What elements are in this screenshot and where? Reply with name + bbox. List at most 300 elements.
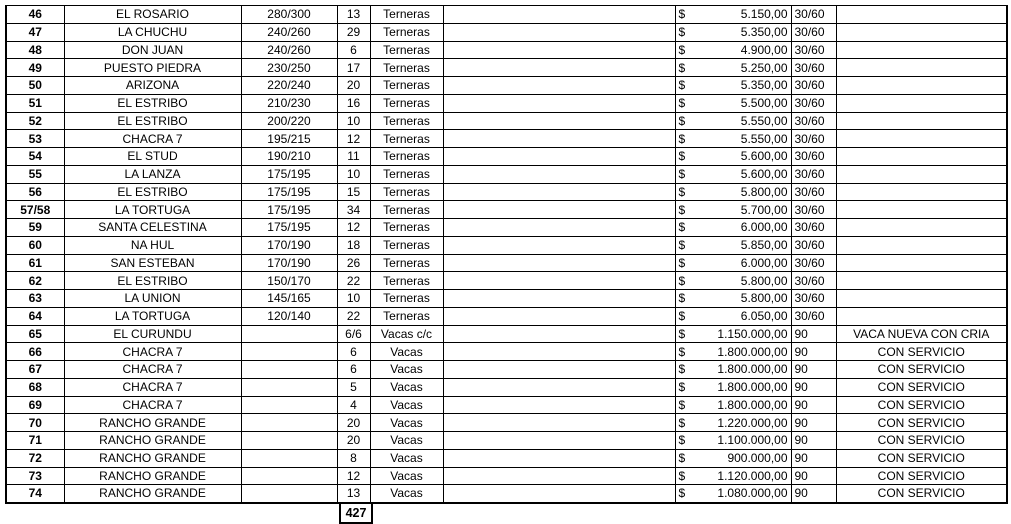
price-amount: 5.700,00 [740,202,788,217]
category-cell: Terneras [370,148,443,166]
blank-cell [443,414,675,432]
payment-term-cell: 30/60 [791,130,836,148]
establishment-cell: EL ESTRIBO [64,112,241,130]
category-cell: Terneras [370,23,443,41]
category-cell: Terneras [370,272,443,290]
head-count-cell: 17 [337,59,370,77]
price-amount: 1.080.000,00 [717,486,788,501]
price-amount: 5.250,00 [740,60,788,75]
head-count-cell: 12 [337,130,370,148]
lot-number-cell: 60 [6,236,64,254]
price-amount: 5.600,00 [740,149,788,164]
category-cell: Vacas c/c [370,325,443,343]
category-cell: Terneras [370,307,443,325]
head-count-cell: 20 [337,414,370,432]
table-row [6,467,1007,485]
table-row [6,325,1007,343]
price-amount: 1.150.000,00 [717,326,788,341]
payment-term-cell: 30/60 [791,307,836,325]
establishment-cell: RANCHO GRANDE [64,432,241,450]
establishment-cell: NA HUL [64,236,241,254]
establishment-cell: EL ROSARIO [64,6,241,24]
category-cell: Terneras [370,77,443,95]
establishment-cell: LA LANZA [64,165,241,183]
weight-range-cell: 170/190 [241,236,337,254]
total-quantity-cell: 427 [339,502,373,524]
price-amount: 1.800.000,00 [717,344,788,359]
note-cell [836,112,1007,130]
currency-symbol: $ [678,78,686,93]
blank-cell [443,236,675,254]
table-row [6,94,1007,112]
table-row [6,201,1007,219]
table-row [6,361,1007,379]
price-cell [675,165,791,183]
weight-range-cell: 210/230 [241,94,337,112]
weight-range-cell: 280/300 [241,6,337,24]
table-row [6,219,1007,237]
note-cell [836,254,1007,272]
weight-range-cell: 220/240 [241,77,337,95]
lot-number-cell: 46 [6,6,64,24]
price-cell [675,396,791,414]
payment-term-cell: 90 [791,467,836,485]
currency-symbol: $ [678,60,686,75]
price-cell [675,23,791,41]
payment-term-cell: 30/60 [791,77,836,95]
price-amount: 5.500,00 [740,96,788,111]
table-row [6,343,1007,361]
note-cell [836,130,1007,148]
lot-number-cell: 54 [6,148,64,166]
currency-symbol: $ [678,255,686,270]
blank-cell [443,6,675,24]
blank-cell [443,94,675,112]
price-amount: 1.800.000,00 [717,362,788,377]
weight-range-cell [241,325,337,343]
head-count-cell: 6 [337,343,370,361]
note-cell [836,236,1007,254]
currency-symbol: $ [678,468,686,483]
lot-number-cell: 68 [6,378,64,396]
weight-range-cell: 175/195 [241,201,337,219]
payment-term-cell: 30/60 [791,236,836,254]
payment-term-cell: 30/60 [791,272,836,290]
blank-cell [443,432,675,450]
price-amount: 5.350,00 [740,78,788,93]
blank-cell [443,467,675,485]
payment-term-cell: 90 [791,325,836,343]
establishment-cell: EL ESTRIBO [64,94,241,112]
lot-number-cell: 74 [6,485,64,503]
currency-symbol: $ [678,451,686,466]
table-row [6,112,1007,130]
payment-term-cell: 90 [791,378,836,396]
note-cell: CON SERVICIO [836,396,1007,414]
price-cell [675,467,791,485]
price-amount: 1.120.000,00 [717,468,788,483]
note-cell [836,201,1007,219]
price-cell [675,59,791,77]
price-cell [675,361,791,379]
head-count-cell: 12 [337,467,370,485]
lot-number-cell: 49 [6,59,64,77]
currency-symbol: $ [678,326,686,341]
price-cell [675,112,791,130]
lot-number-cell: 48 [6,41,64,59]
price-amount: 5.350,00 [740,25,788,40]
price-cell [675,201,791,219]
blank-cell [443,343,675,361]
currency-symbol: $ [678,96,686,111]
head-count-cell: 5 [337,378,370,396]
category-cell: Terneras [370,201,443,219]
blank-cell [443,148,675,166]
establishment-cell: EL ESTRIBO [64,272,241,290]
currency-symbol: $ [678,42,686,57]
category-cell: Terneras [370,94,443,112]
category-cell: Terneras [370,59,443,77]
establishment-cell: LA TORTUGA [64,307,241,325]
blank-cell [443,378,675,396]
price-cell [675,77,791,95]
head-count-cell: 6/6 [337,325,370,343]
price-amount: 5.800,00 [740,273,788,288]
note-cell: CON SERVICIO [836,343,1007,361]
lot-number-cell: 51 [6,94,64,112]
category-cell: Terneras [370,41,443,59]
establishment-cell: ARIZONA [64,77,241,95]
price-amount: 900.000,00 [727,451,788,466]
weight-range-cell [241,467,337,485]
weight-range-cell: 145/165 [241,290,337,308]
price-cell [675,307,791,325]
payment-term-cell: 30/60 [791,59,836,77]
category-cell: Vacas [370,432,443,450]
blank-cell [443,254,675,272]
currency-symbol: $ [678,149,686,164]
category-cell: Terneras [370,6,443,24]
currency-symbol: $ [678,273,686,288]
price-cell [675,272,791,290]
blank-cell [443,59,675,77]
blank-cell [443,449,675,467]
category-cell: Vacas [370,343,443,361]
head-count-cell: 6 [337,361,370,379]
price-cell [675,183,791,201]
currency-symbol: $ [678,486,686,501]
payment-term-cell: 90 [791,343,836,361]
establishment-cell: CHACRA 7 [64,130,241,148]
lot-table-body [6,6,1007,503]
table-row [6,23,1007,41]
category-cell: Vacas [370,378,443,396]
price-amount: 6.050,00 [740,309,788,324]
table-row [6,41,1007,59]
weight-range-cell: 170/190 [241,254,337,272]
head-count-cell: 10 [337,290,370,308]
lot-number-cell: 67 [6,361,64,379]
weight-range-cell [241,378,337,396]
currency-symbol: $ [678,344,686,359]
weight-range-cell: 240/260 [241,23,337,41]
currency-symbol: $ [678,184,686,199]
category-cell: Terneras [370,254,443,272]
blank-cell [443,77,675,95]
establishment-cell: EL STUD [64,148,241,166]
weight-range-cell [241,449,337,467]
currency-symbol: $ [678,25,686,40]
establishment-cell: RANCHO GRANDE [64,485,241,503]
establishment-cell: SANTA CELESTINA [64,219,241,237]
table-row [6,77,1007,95]
blank-cell [443,130,675,148]
weight-range-cell: 175/195 [241,183,337,201]
table-row [6,6,1007,24]
price-cell [675,432,791,450]
table-row [6,290,1007,308]
head-count-cell: 13 [337,485,370,503]
price-amount: 5.550,00 [740,131,788,146]
weight-range-cell: 230/250 [241,59,337,77]
currency-symbol: $ [678,291,686,306]
weight-range-cell: 120/140 [241,307,337,325]
price-cell [675,148,791,166]
price-cell [675,378,791,396]
category-cell: Vacas [370,449,443,467]
currency-symbol: $ [678,7,686,22]
note-cell [836,165,1007,183]
lot-number-cell: 72 [6,449,64,467]
note-cell [836,148,1007,166]
lot-number-cell: 61 [6,254,64,272]
lot-number-cell: 52 [6,112,64,130]
establishment-cell: LA TORTUGA [64,201,241,219]
currency-symbol: $ [678,380,686,395]
price-cell [675,6,791,24]
category-cell: Vacas [370,467,443,485]
currency-symbol: $ [678,167,686,182]
table-row [6,378,1007,396]
weight-range-cell: 190/210 [241,148,337,166]
note-cell [836,272,1007,290]
weight-range-cell: 195/215 [241,130,337,148]
payment-term-cell: 30/60 [791,219,836,237]
note-cell: VACA NUEVA CON CRIA [836,325,1007,343]
head-count-cell: 4 [337,396,370,414]
weight-range-cell: 175/195 [241,165,337,183]
price-cell [675,130,791,148]
table-row [6,414,1007,432]
head-count-cell: 12 [337,219,370,237]
table-row [6,130,1007,148]
head-count-cell: 8 [337,449,370,467]
price-amount: 6.000,00 [740,220,788,235]
table-row [6,485,1007,503]
weight-range-cell [241,485,337,503]
establishment-cell: LA UNION [64,290,241,308]
table-row [6,449,1007,467]
head-count-cell: 22 [337,272,370,290]
price-amount: 5.800,00 [740,184,788,199]
blank-cell [443,325,675,343]
category-cell: Terneras [370,236,443,254]
payment-term-cell: 30/60 [791,23,836,41]
payment-term-cell: 30/60 [791,148,836,166]
head-count-cell: 26 [337,254,370,272]
head-count-cell: 34 [337,201,370,219]
price-amount: 5.800,00 [740,291,788,306]
weight-range-cell [241,361,337,379]
establishment-cell: CHACRA 7 [64,378,241,396]
head-count-cell: 6 [337,41,370,59]
establishment-cell: RANCHO GRANDE [64,449,241,467]
lot-number-cell: 53 [6,130,64,148]
note-cell [836,59,1007,77]
payment-term-cell: 90 [791,396,836,414]
price-amount: 5.600,00 [740,167,788,182]
lot-number-cell: 56 [6,183,64,201]
lot-number-cell: 65 [6,325,64,343]
blank-cell [443,485,675,503]
table-row [6,59,1007,77]
establishment-cell: LA CHUCHU [64,23,241,41]
establishment-cell: RANCHO GRANDE [64,414,241,432]
establishment-cell: CHACRA 7 [64,396,241,414]
note-cell [836,23,1007,41]
head-count-cell: 16 [337,94,370,112]
table-row [6,236,1007,254]
blank-cell [443,396,675,414]
currency-symbol: $ [678,362,686,377]
head-count-cell: 20 [337,77,370,95]
lot-number-cell: 73 [6,467,64,485]
price-cell [675,414,791,432]
head-count-cell: 10 [337,112,370,130]
payment-term-cell: 30/60 [791,183,836,201]
lot-number-cell: 70 [6,414,64,432]
lot-number-cell: 50 [6,77,64,95]
blank-cell [443,23,675,41]
note-cell [836,219,1007,237]
price-cell [675,236,791,254]
price-amount: 1.800.000,00 [717,380,788,395]
weight-range-cell [241,414,337,432]
establishment-cell: CHACRA 7 [64,343,241,361]
lot-number-cell: 59 [6,219,64,237]
price-amount: 1.100.000,00 [717,433,788,448]
establishment-cell: RANCHO GRANDE [64,467,241,485]
note-cell: CON SERVICIO [836,449,1007,467]
payment-term-cell: 90 [791,414,836,432]
payment-term-cell: 30/60 [791,165,836,183]
table-row [6,183,1007,201]
payment-term-cell: 30/60 [791,290,836,308]
payment-term-cell: 30/60 [791,254,836,272]
lot-number-cell: 57/58 [6,201,64,219]
head-count-cell: 10 [337,165,370,183]
establishment-cell: EL ESTRIBO [64,183,241,201]
weight-range-cell [241,343,337,361]
table-row [6,432,1007,450]
lot-number-cell: 63 [6,290,64,308]
category-cell: Terneras [370,290,443,308]
price-amount: 6.000,00 [740,255,788,270]
blank-cell [443,361,675,379]
weight-range-cell: 175/195 [241,219,337,237]
blank-cell [443,307,675,325]
category-cell: Vacas [370,396,443,414]
note-cell [836,94,1007,112]
currency-symbol: $ [678,433,686,448]
category-cell: Terneras [370,112,443,130]
weight-range-cell [241,396,337,414]
establishment-cell: DON JUAN [64,41,241,59]
payment-term-cell: 90 [791,449,836,467]
note-cell: CON SERVICIO [836,432,1007,450]
table-row [6,396,1007,414]
head-count-cell: 11 [337,148,370,166]
currency-symbol: $ [678,415,686,430]
currency-symbol: $ [678,131,686,146]
table-row [6,165,1007,183]
establishment-cell: CHACRA 7 [64,361,241,379]
payment-term-cell: 30/60 [791,6,836,24]
lot-number-cell: 62 [6,272,64,290]
table-row [6,307,1007,325]
category-cell: Vacas [370,361,443,379]
price-amount: 5.150,00 [740,7,788,22]
weight-range-cell: 200/220 [241,112,337,130]
head-count-cell: 15 [337,183,370,201]
category-cell: Terneras [370,219,443,237]
payment-term-cell: 90 [791,485,836,503]
price-cell [675,343,791,361]
note-cell: CON SERVICIO [836,361,1007,379]
blank-cell [443,165,675,183]
lot-number-cell: 47 [6,23,64,41]
payment-term-cell: 90 [791,432,836,450]
head-count-cell: 13 [337,6,370,24]
blank-cell [443,41,675,59]
price-cell [675,485,791,503]
head-count-cell: 20 [337,432,370,450]
currency-symbol: $ [678,220,686,235]
lot-number-cell: 66 [6,343,64,361]
note-cell: CON SERVICIO [836,467,1007,485]
weight-range-cell [241,432,337,450]
price-amount: 5.850,00 [740,238,788,253]
note-cell: CON SERVICIO [836,378,1007,396]
blank-cell [443,290,675,308]
payment-term-cell: 30/60 [791,41,836,59]
price-cell [675,325,791,343]
category-cell: Terneras [370,130,443,148]
lot-number-cell: 71 [6,432,64,450]
blank-cell [443,201,675,219]
note-cell [836,307,1007,325]
blank-cell [443,272,675,290]
price-amount: 1.800.000,00 [717,397,788,412]
note-cell [836,183,1007,201]
lot-number-cell: 64 [6,307,64,325]
payment-term-cell: 30/60 [791,201,836,219]
note-cell [836,290,1007,308]
table-row [6,272,1007,290]
lot-table [5,5,1008,504]
note-cell: CON SERVICIO [836,414,1007,432]
lot-number-cell: 55 [6,165,64,183]
